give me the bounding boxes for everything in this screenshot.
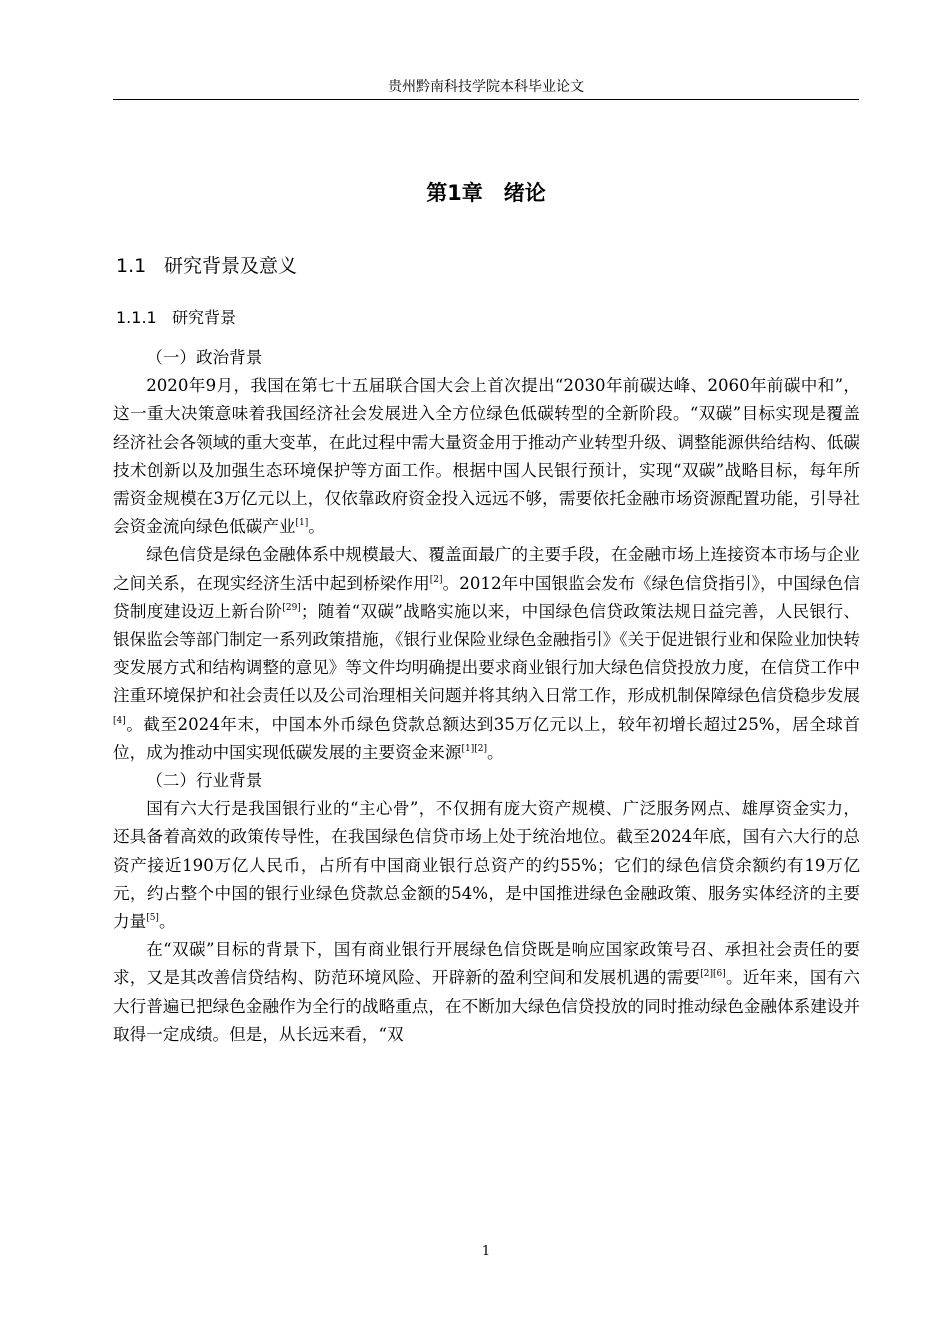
body-text [113, 344, 860, 1049]
citation: [2][6] [700, 969, 726, 980]
paragraph-3-end: 。 [158, 912, 176, 932]
paragraph-2-text-c: ；随着“双碳”战略实施以来，中国绿色信贷政策法规日益完善，人民银行、银保监会等部门制定一系列政策措施，《银行业保险业绿色金融指引》《关于促进银行业和保险业加快转变发展方式和结构调整的意见》等文件均明确提出要求商业银行加大绿色信贷投放力度，在信贷工作中注重环境保护和社会责任以及公司治理相关问题并将其纳入日常工作，形成机制保障绿色信贷稳步发展 [113, 601, 861, 706]
paragraph-4 [113, 936, 860, 1049]
citation: [4] [113, 715, 126, 726]
section-heading [116, 253, 297, 279]
paragraph-1 [113, 372, 860, 541]
section-number: 1.1 [116, 255, 147, 277]
subheading-industry: （二）行业背景 [146, 771, 263, 791]
page-number: 1 [481, 1244, 491, 1259]
paragraph-2-text-d: 。截至2024年末，中国本外币绿色贷款总额达到35万亿元以上，较年初增长超过25%，居全球首位，成为推动中国实现低碳发展的主要资金来源 [113, 714, 860, 762]
paragraph-1-text: 2020年9月，我国在第七十五届联合国大会上首次提出“2030年前碳达峰、2060年前碳中和”，这一重大决策意味着我国经济社会发展进入全方位绿色低碳转型的全新阶段。“双碳”目标实现是覆盖经济社会各领域的重大变革，在此过程中需大量资金用于推动产业转型升级、调整能源供给结构、低碳技术创新以及加强生态环境保护等方面工作。根据中国人民银行预计，实现“双碳”战略目标，每年所需资金规模在3万亿元以上，仅依靠政府资金投入远远不够，需要依托金融市场资源配置功能，引导社会资金流向绿色低碳产业 [113, 376, 860, 537]
chapter-title: 第1章 绪论 [426, 181, 546, 205]
section-title: 研究背景及意义 [164, 255, 298, 277]
subsection-number: 1.1.1 [116, 308, 157, 327]
subsection-heading [116, 306, 236, 330]
citation: [1] [295, 518, 309, 529]
paragraph-1-end: 。 [308, 517, 325, 537]
subsection-title: 研究背景 [172, 308, 237, 327]
paragraph-3-text: 国有六大行是我国银行业的“主心骨”，不仅拥有庞大资产规模、广泛服务网点、雄厚资金实力，还具备着高效的政策传导性，在我国绿色信贷市场上处于统治地位。截至2024年底，国有六大行的总资产接近190万亿人民币，占所有中国商业银行总资产的约55%；它们的绿色信贷余额约有19万亿元，约占整个中国的银行业绿色贷款总金额的54%，是中国推进绿色金融政策、服务实体经济的主要力量 [113, 799, 860, 932]
paragraph-4-text-a: 在“双碳”目标的背景下，国有商业银行开展绿色信贷既是响应国家政策号召、承担社会责任的要求，又是其改善信贷结构、防范环境风险、开辟新的盈利空间和发展机遇的需要 [113, 940, 860, 988]
citation: [29] [282, 602, 301, 613]
paragraph-2-text-b: 。2012年中国银监会发布《绿色信贷指引》，中国绿色信贷制度建设迈上新台阶 [113, 573, 860, 621]
paragraph-2 [113, 541, 860, 767]
paragraph-4-text-b: 。近年来，国有六大行普遍已把绿色金融作为全行的战略重点，在不断加大绿色信贷投放的同时推动绿色金融体系建设并取得一定成绩。但是，从长远来看，“双 [113, 968, 860, 1044]
paragraph-2-text-a: 绿色信贷是绿色金融体系中规模最大、覆盖面最广的主要手段，在金融市场上连接资本市场与企业之间关系，在现实经济生活中起到桥梁作用 [113, 545, 860, 593]
citation: [1][2] [461, 743, 487, 754]
paragraph-2-end: 。 [486, 742, 504, 762]
header-rule [113, 99, 859, 100]
citation: [5] [146, 913, 159, 924]
subheading-political: （一）政治背景 [146, 348, 263, 367]
paragraph-3 [113, 795, 860, 936]
page-header: 贵州黔南科技学院本科毕业论文 [388, 79, 584, 95]
citation: [2] [429, 574, 443, 585]
